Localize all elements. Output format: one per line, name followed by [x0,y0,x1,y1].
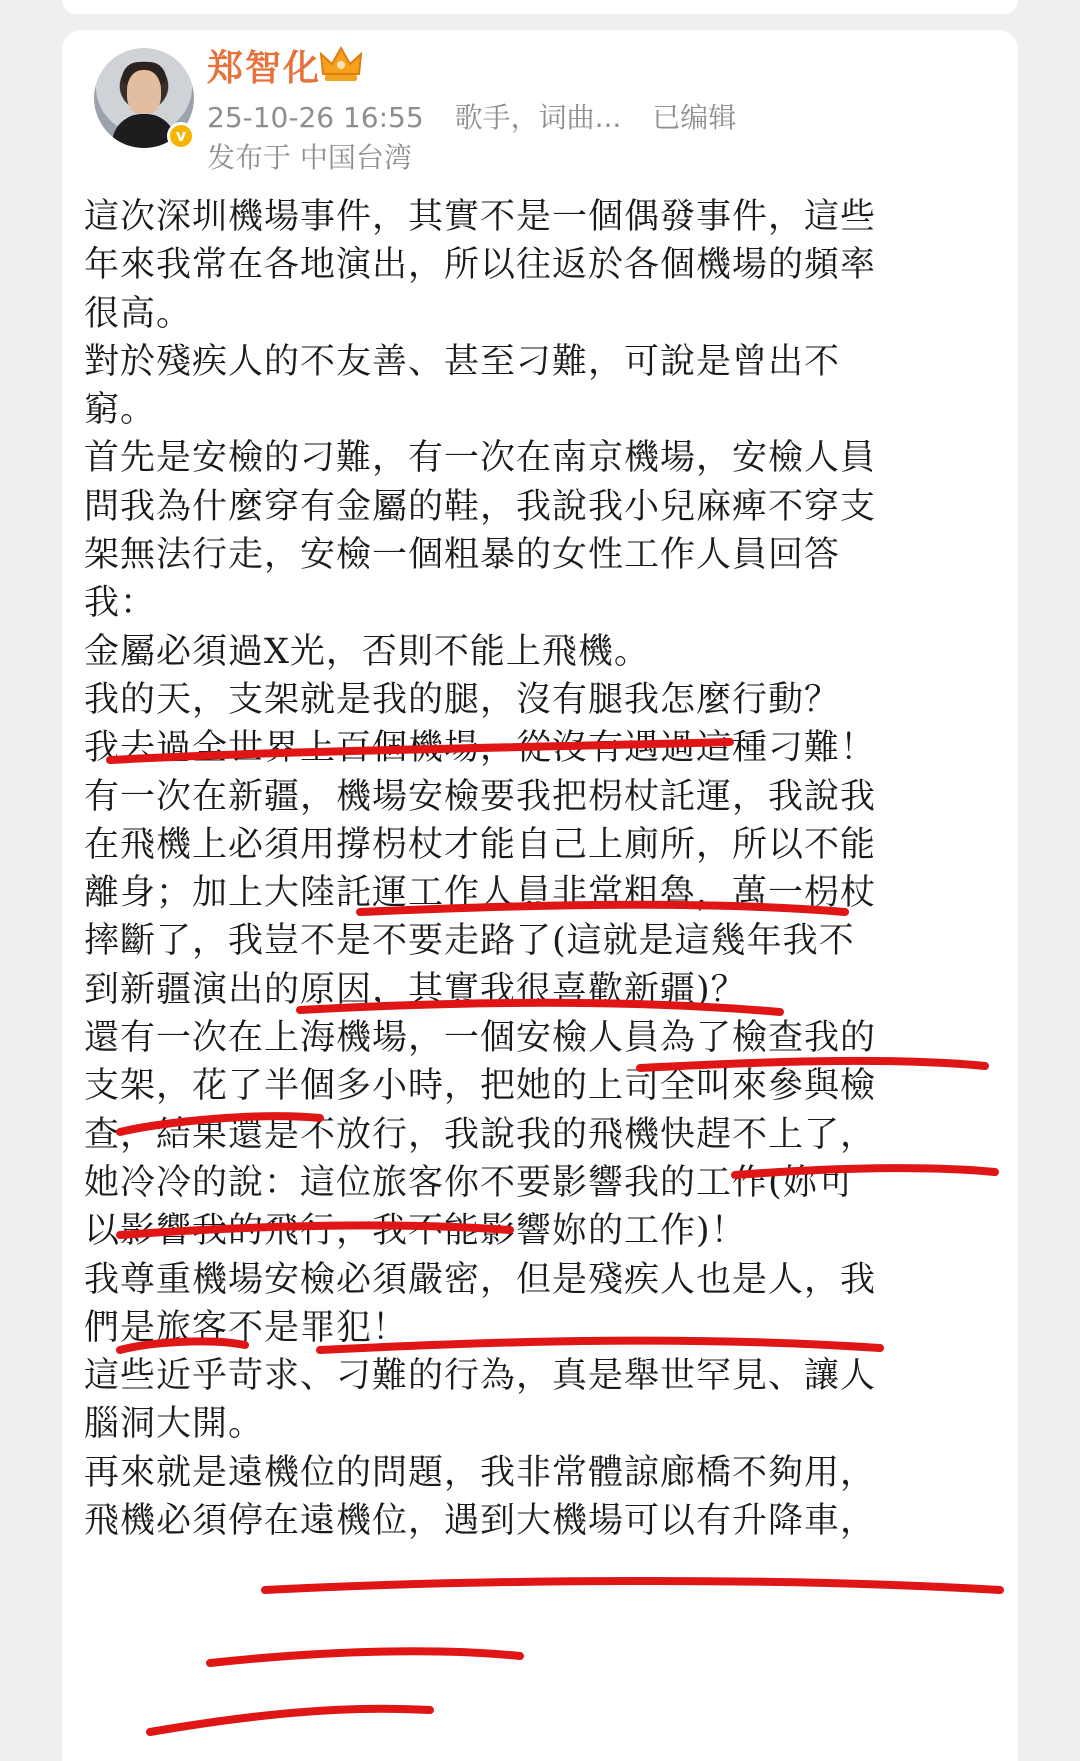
paragraph: 這次深圳機場事件，其實不是一個偶發事件，這些年來我常在各地演出，所以往返於各個機場的頻率很高。 [84,197,877,334]
paragraph: 我尊重機場安檢必須嚴密，但是殘疾人也是人，我們是旅客不是罪犯！ [84,1259,877,1348]
author-name[interactable]: 郑智化 [207,48,322,89]
post-body [84,193,884,1545]
author-tags: 歌手，词曲... [454,101,622,134]
verified-badge-icon: v [167,122,195,150]
crown-icon [317,44,365,84]
paragraph: 我去過全世界上百個機場，從沒有遇過這種刁難！ [84,728,877,769]
paragraph: 這些近乎苛求、刁難的行為，真是舉世罕見、讓人腦洞大開。 [84,1356,877,1445]
paragraph: 金屬必須過X光，否則不能上飛機。 [84,631,650,672]
paragraph: 有一次在新疆，機場安檢要我把枴杖託運，我說我在飛機上必須用撐枴杖才能自己上廁所，所以不能離身；加上大陸託運工作人員非常粗魯，萬一枴杖摔斷了，我豈不是不要走路了(這就是這幾年我不到新疆演出的原因，其實我很喜歡新疆)？ [84,776,877,1010]
edited-label[interactable]: 已编辑 [652,101,737,134]
weibo-post-card [62,30,1018,1761]
post-meta [207,96,758,136]
avatar-shirt [112,114,176,148]
paragraph: 我的天，支架就是我的腿，沒有腿我怎麼行動？ [84,679,841,720]
post-location: 发布于 中国台湾 [207,141,412,174]
paragraph: 還有一次在上海機場，一個安檢人員為了檢查我的支架，花了半個多小時，把她的上司全叫來參與檢查，結果還是不放行，我說我的飛機快趕不上了，她冷冷的說：這位旅客你不要影響我的工作(妳可以影響我的飛行，我不能影響妳的工作)！ [84,1018,877,1252]
post-timestamp: 25-10-26 16:55 [207,101,424,134]
paragraph: 對於殘疾人的不友善、甚至刁難，可說是曾出不窮。 [84,341,841,431]
paragraph: 再來就是遠機位的問題，我非常體諒廊橋不夠用，飛機必須停在遠機位，遇到大機場可以有升降車， [84,1452,877,1542]
paragraph: 首先是安檢的刁難，有一次在南京機場，安檢人員問我為什麼穿有金屬的鞋，我說我小兒麻痺不穿支架無法行走，安檢一個粗暴的女性工作人員回答我： [84,438,877,624]
previous-card-edge [62,0,1018,14]
avatar-face [127,70,161,114]
